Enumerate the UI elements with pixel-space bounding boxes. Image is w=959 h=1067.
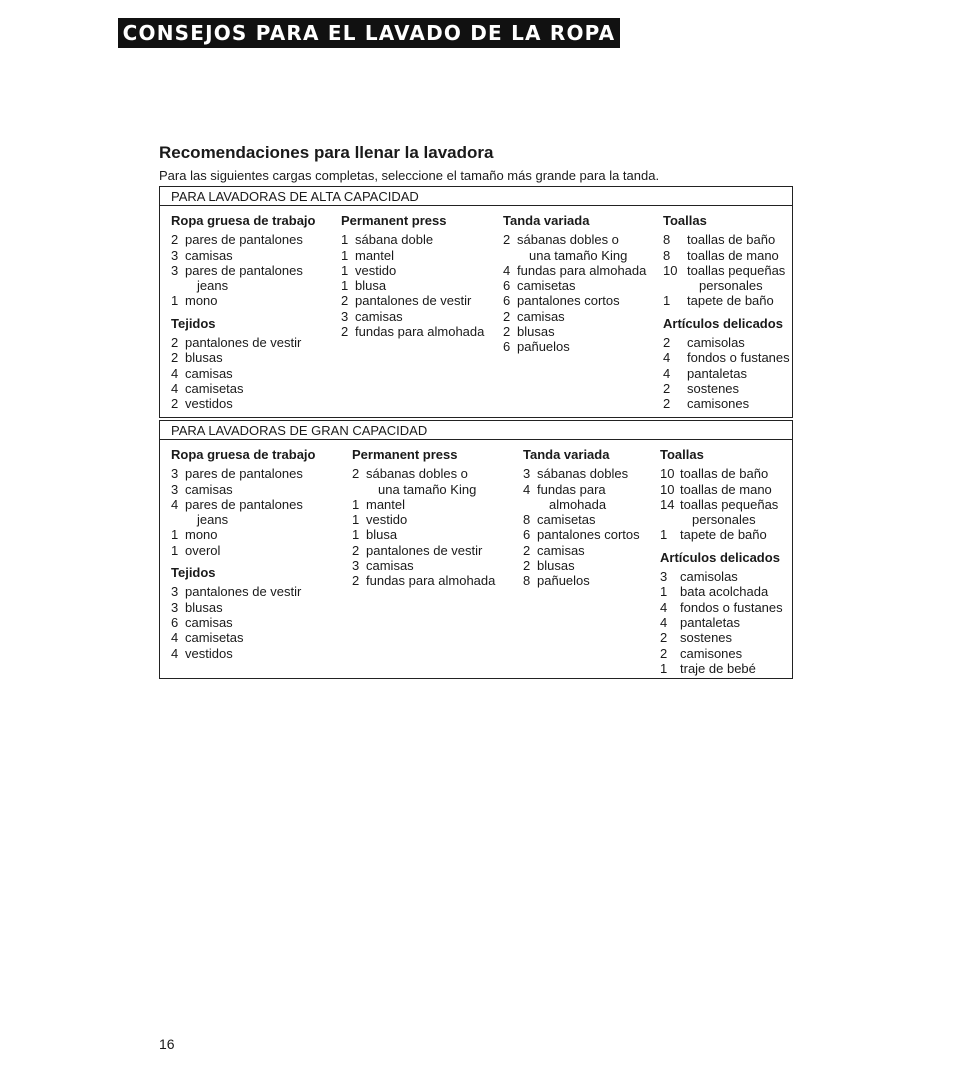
item-quantity: 2 bbox=[503, 324, 511, 340]
column-heading: Tejidos bbox=[171, 565, 216, 581]
item-quantity bbox=[660, 512, 680, 527]
load-item bbox=[503, 248, 646, 263]
item-label: pañuelos bbox=[537, 573, 590, 589]
load-item bbox=[341, 232, 484, 247]
item-quantity: 1 bbox=[341, 232, 349, 248]
column-heading: Artículos delicados bbox=[663, 315, 783, 331]
item-label: tapete de baño bbox=[687, 293, 774, 309]
item-label: pares de pantalones bbox=[185, 232, 303, 248]
item-quantity bbox=[523, 497, 537, 512]
load-column bbox=[660, 447, 783, 676]
item-label: vestido bbox=[355, 262, 397, 278]
item-quantity: 2 bbox=[663, 396, 671, 412]
item-quantity bbox=[171, 278, 185, 293]
item-label: camisas bbox=[185, 481, 233, 497]
load-item bbox=[660, 466, 783, 481]
load-item bbox=[171, 263, 315, 278]
item-label: jeans bbox=[197, 512, 229, 528]
load-column bbox=[171, 213, 315, 412]
item-quantity: 2 bbox=[523, 558, 531, 574]
item-label: camisones bbox=[680, 645, 743, 661]
item-label: sostenes bbox=[680, 630, 733, 646]
item-quantity: 2 bbox=[660, 630, 668, 646]
load-item bbox=[352, 512, 495, 527]
item-quantity: 2 bbox=[523, 542, 531, 558]
item-quantity: 1 bbox=[171, 527, 179, 543]
load-item bbox=[523, 558, 640, 573]
load-item bbox=[523, 512, 640, 527]
item-quantity: 4 bbox=[171, 365, 179, 381]
load-item bbox=[171, 396, 315, 411]
load-item bbox=[660, 646, 783, 661]
item-label: pantaletas bbox=[680, 614, 740, 630]
load-item bbox=[171, 630, 315, 645]
item-quantity: 2 bbox=[503, 308, 511, 324]
item-label: vestidos bbox=[185, 645, 233, 661]
item-label: vestidos bbox=[185, 396, 233, 412]
load-item bbox=[503, 263, 646, 278]
item-label: pares de pantalones bbox=[185, 262, 303, 278]
item-quantity: 3 bbox=[660, 569, 668, 585]
load-item bbox=[660, 661, 783, 676]
load-item bbox=[523, 543, 640, 558]
load-item bbox=[352, 558, 495, 573]
load-item bbox=[171, 350, 315, 365]
item-label: camisetas bbox=[185, 380, 244, 396]
load-item bbox=[663, 278, 790, 293]
item-label: toallas de baño bbox=[680, 466, 769, 482]
load-item bbox=[503, 309, 646, 324]
load-column bbox=[503, 213, 646, 355]
item-label: pantalones cortos bbox=[537, 527, 640, 543]
item-quantity: 1 bbox=[171, 542, 179, 558]
item-label: blusa bbox=[366, 527, 398, 543]
load-item bbox=[171, 497, 315, 512]
column-heading: Permanent press bbox=[341, 213, 447, 228]
item-quantity: 10 bbox=[660, 481, 675, 497]
item-quantity: 3 bbox=[341, 308, 349, 324]
item-quantity: 4 bbox=[660, 614, 668, 630]
item-label: camisas bbox=[366, 558, 414, 574]
high-capacity-table bbox=[159, 186, 793, 418]
load-item bbox=[171, 278, 315, 293]
load-item bbox=[503, 293, 646, 308]
load-item bbox=[352, 573, 495, 588]
load-item bbox=[171, 293, 315, 308]
item-quantity: 2 bbox=[171, 335, 179, 351]
load-item bbox=[523, 466, 640, 481]
load-item bbox=[171, 646, 315, 661]
item-quantity: 4 bbox=[663, 350, 671, 366]
item-quantity: 4 bbox=[171, 380, 179, 396]
load-item bbox=[523, 497, 640, 512]
item-quantity: 1 bbox=[171, 293, 179, 309]
item-label: blusas bbox=[185, 599, 223, 615]
load-item bbox=[523, 482, 640, 497]
load-column bbox=[341, 213, 484, 339]
load-column bbox=[171, 447, 315, 661]
item-quantity: 1 bbox=[352, 496, 360, 512]
item-label: una tamaño King bbox=[378, 481, 477, 497]
item-label: blusa bbox=[355, 278, 387, 294]
load-item bbox=[171, 482, 315, 497]
item-quantity: 1 bbox=[341, 247, 349, 263]
item-label: pantalones cortos bbox=[517, 293, 620, 309]
item-quantity: 1 bbox=[660, 584, 668, 600]
load-item bbox=[352, 466, 495, 481]
load-item bbox=[341, 278, 484, 293]
item-quantity: 2 bbox=[352, 542, 360, 558]
load-item bbox=[523, 573, 640, 588]
item-label: pantalones de vestir bbox=[366, 542, 483, 558]
item-label: camisolas bbox=[687, 335, 745, 351]
item-quantity: 2 bbox=[341, 324, 349, 340]
item-label: toallas de mano bbox=[680, 481, 772, 497]
item-label: personales bbox=[692, 512, 756, 528]
item-label: personales bbox=[699, 278, 763, 294]
load-item bbox=[663, 335, 790, 350]
item-quantity: 3 bbox=[171, 481, 179, 497]
load-column bbox=[352, 447, 495, 589]
column-heading: Permanent press bbox=[352, 447, 458, 462]
load-item bbox=[341, 248, 484, 263]
load-item bbox=[660, 630, 783, 645]
item-label: fondos o fustanes bbox=[680, 599, 783, 615]
item-quantity: 2 bbox=[341, 293, 349, 309]
item-quantity: 1 bbox=[341, 262, 349, 278]
item-quantity: 3 bbox=[171, 584, 179, 600]
load-item bbox=[663, 263, 790, 278]
load-item bbox=[171, 512, 315, 527]
item-label: toallas de mano bbox=[687, 247, 779, 263]
item-label: fundas para almohada bbox=[517, 262, 647, 278]
column-heading: Artículos delicados bbox=[660, 549, 780, 565]
item-quantity bbox=[352, 482, 366, 497]
item-label: fundas para almohada bbox=[355, 324, 485, 340]
load-item bbox=[663, 293, 790, 308]
item-label: sábana doble bbox=[355, 232, 434, 248]
item-quantity: 1 bbox=[660, 527, 668, 543]
item-label: fondos o fustanes bbox=[687, 350, 790, 366]
item-quantity: 4 bbox=[171, 630, 179, 646]
load-item bbox=[663, 350, 790, 365]
item-label: camisas bbox=[537, 542, 585, 558]
item-quantity: 10 bbox=[660, 466, 675, 482]
item-quantity: 2 bbox=[171, 396, 179, 412]
item-label: sábanas dobles o bbox=[366, 466, 468, 482]
load-item bbox=[341, 293, 484, 308]
load-item bbox=[171, 335, 315, 350]
item-quantity: 2 bbox=[171, 232, 179, 248]
item-quantity: 2 bbox=[503, 232, 511, 248]
item-label: fundas para bbox=[537, 481, 606, 497]
item-label: mono bbox=[185, 293, 218, 309]
load-item bbox=[341, 263, 484, 278]
item-quantity: 6 bbox=[523, 527, 531, 543]
column-heading: Tanda variada bbox=[523, 447, 610, 462]
item-quantity: 6 bbox=[503, 293, 511, 309]
item-label: pares de pantalones bbox=[185, 466, 303, 482]
load-item bbox=[663, 396, 790, 411]
item-label: pantalones de vestir bbox=[185, 335, 302, 351]
load-item bbox=[663, 248, 790, 263]
item-label: vestido bbox=[366, 512, 408, 528]
large-capacity-table bbox=[159, 420, 793, 679]
load-item bbox=[352, 527, 495, 542]
item-label: mono bbox=[185, 527, 218, 543]
column-heading: Tejidos bbox=[171, 315, 216, 331]
load-item bbox=[663, 381, 790, 396]
item-quantity: 2 bbox=[660, 645, 668, 661]
table-title: PARA LAVADORAS DE GRAN CAPACIDAD bbox=[160, 421, 792, 440]
column-heading: Tanda variada bbox=[503, 213, 590, 228]
page-number: 16 bbox=[159, 1036, 175, 1052]
load-item bbox=[663, 366, 790, 381]
load-item bbox=[660, 482, 783, 497]
item-quantity: 4 bbox=[660, 599, 668, 615]
item-label: sábanas dobles o bbox=[517, 232, 619, 248]
load-item bbox=[341, 309, 484, 324]
item-quantity bbox=[503, 248, 517, 263]
page-heading: Recomendaciones para llenar la lavadora bbox=[159, 143, 494, 162]
column-heading: Toallas bbox=[663, 213, 707, 228]
item-quantity: 2 bbox=[663, 380, 671, 396]
load-item bbox=[171, 584, 315, 599]
load-item bbox=[663, 232, 790, 247]
item-quantity: 3 bbox=[171, 466, 179, 482]
load-item bbox=[171, 248, 315, 263]
item-label: overol bbox=[185, 542, 221, 558]
item-label: bata acolchada bbox=[680, 584, 769, 600]
item-quantity: 4 bbox=[523, 481, 531, 497]
item-label: camisas bbox=[185, 247, 233, 263]
item-quantity: 3 bbox=[171, 599, 179, 615]
item-label: camisas bbox=[355, 308, 403, 324]
item-quantity: 1 bbox=[663, 293, 671, 309]
item-quantity: 2 bbox=[663, 335, 671, 351]
item-label: pantaletas bbox=[687, 365, 747, 381]
column-heading: Ropa gruesa de trabajo bbox=[171, 447, 316, 462]
load-item bbox=[171, 527, 315, 542]
load-item bbox=[171, 543, 315, 558]
item-quantity: 1 bbox=[341, 278, 349, 294]
load-item bbox=[523, 527, 640, 542]
item-quantity: 4 bbox=[503, 262, 511, 278]
item-quantity: 8 bbox=[663, 232, 671, 248]
load-item bbox=[503, 232, 646, 247]
item-label: camisas bbox=[517, 308, 565, 324]
item-label: camisolas bbox=[680, 569, 738, 585]
item-label: jeans bbox=[197, 278, 229, 294]
load-item bbox=[660, 600, 783, 615]
item-quantity: 10 bbox=[663, 262, 678, 278]
item-label: una tamaño King bbox=[529, 247, 628, 263]
load-item bbox=[660, 584, 783, 599]
load-item bbox=[171, 381, 315, 396]
item-quantity: 14 bbox=[660, 496, 675, 512]
item-quantity: 4 bbox=[171, 496, 179, 512]
item-quantity: 6 bbox=[171, 614, 179, 630]
load-item bbox=[660, 512, 783, 527]
load-item bbox=[660, 569, 783, 584]
load-item bbox=[171, 615, 315, 630]
item-label: pantalones de vestir bbox=[185, 584, 302, 600]
item-quantity: 1 bbox=[660, 660, 668, 676]
item-label: camisetas bbox=[517, 278, 576, 294]
load-item bbox=[171, 466, 315, 481]
item-quantity: 8 bbox=[663, 247, 671, 263]
item-label: sábanas dobles bbox=[537, 466, 629, 482]
section-banner: CONSEJOS PARA EL LAVADO DE LA ROPA bbox=[118, 18, 620, 48]
load-item bbox=[171, 600, 315, 615]
load-item bbox=[660, 615, 783, 630]
load-item bbox=[352, 543, 495, 558]
item-label: blusas bbox=[185, 350, 223, 366]
item-quantity: 8 bbox=[523, 573, 531, 589]
item-label: blusas bbox=[537, 558, 575, 574]
item-quantity bbox=[171, 512, 185, 527]
item-label: traje de bebé bbox=[680, 660, 756, 676]
load-item bbox=[352, 497, 495, 512]
item-quantity: 1 bbox=[352, 527, 360, 543]
load-column bbox=[663, 213, 790, 412]
load-item bbox=[503, 278, 646, 293]
item-label: toallas pequeñas bbox=[687, 262, 786, 278]
load-item bbox=[660, 527, 783, 542]
item-quantity: 8 bbox=[523, 512, 531, 528]
item-label: toallas pequeñas bbox=[680, 496, 779, 512]
item-label: mantel bbox=[355, 247, 395, 263]
column-heading: Ropa gruesa de trabajo bbox=[171, 213, 316, 228]
item-label: mantel bbox=[366, 496, 406, 512]
item-label: tapete de baño bbox=[680, 527, 767, 543]
item-label: camisetas bbox=[537, 512, 596, 528]
item-label: camisones bbox=[687, 396, 750, 412]
item-quantity: 4 bbox=[171, 645, 179, 661]
load-item bbox=[171, 232, 315, 247]
item-quantity: 3 bbox=[171, 247, 179, 263]
item-quantity: 6 bbox=[503, 339, 511, 355]
item-label: sostenes bbox=[687, 380, 740, 396]
load-item bbox=[341, 324, 484, 339]
item-quantity: 3 bbox=[352, 558, 360, 574]
column-heading: Toallas bbox=[660, 447, 704, 462]
item-label: fundas para almohada bbox=[366, 573, 496, 589]
item-quantity bbox=[663, 278, 687, 293]
item-label: toallas de baño bbox=[687, 232, 776, 248]
item-label: almohada bbox=[549, 496, 607, 512]
table-title: PARA LAVADORAS DE ALTA CAPACIDAD bbox=[160, 187, 792, 206]
item-quantity: 6 bbox=[503, 278, 511, 294]
item-quantity: 2 bbox=[352, 573, 360, 589]
item-quantity: 2 bbox=[171, 350, 179, 366]
load-item bbox=[503, 324, 646, 339]
item-label: blusas bbox=[517, 324, 555, 340]
item-label: camisas bbox=[185, 365, 233, 381]
item-quantity: 3 bbox=[171, 262, 179, 278]
load-column bbox=[523, 447, 640, 589]
load-item bbox=[171, 366, 315, 381]
item-label: pañuelos bbox=[517, 339, 570, 355]
item-quantity: 1 bbox=[352, 512, 360, 528]
item-quantity: 3 bbox=[523, 466, 531, 482]
load-item bbox=[660, 497, 783, 512]
load-item bbox=[352, 482, 495, 497]
item-quantity: 4 bbox=[663, 365, 671, 381]
load-item bbox=[503, 339, 646, 354]
item-label: pantalones de vestir bbox=[355, 293, 472, 309]
intro-text: Para las siguientes cargas completas, seleccione el tamaño más grande para la tanda. bbox=[159, 168, 660, 183]
item-label: pares de pantalones bbox=[185, 496, 303, 512]
item-label: camisetas bbox=[185, 630, 244, 646]
item-quantity: 2 bbox=[352, 466, 360, 482]
item-label: camisas bbox=[185, 614, 233, 630]
